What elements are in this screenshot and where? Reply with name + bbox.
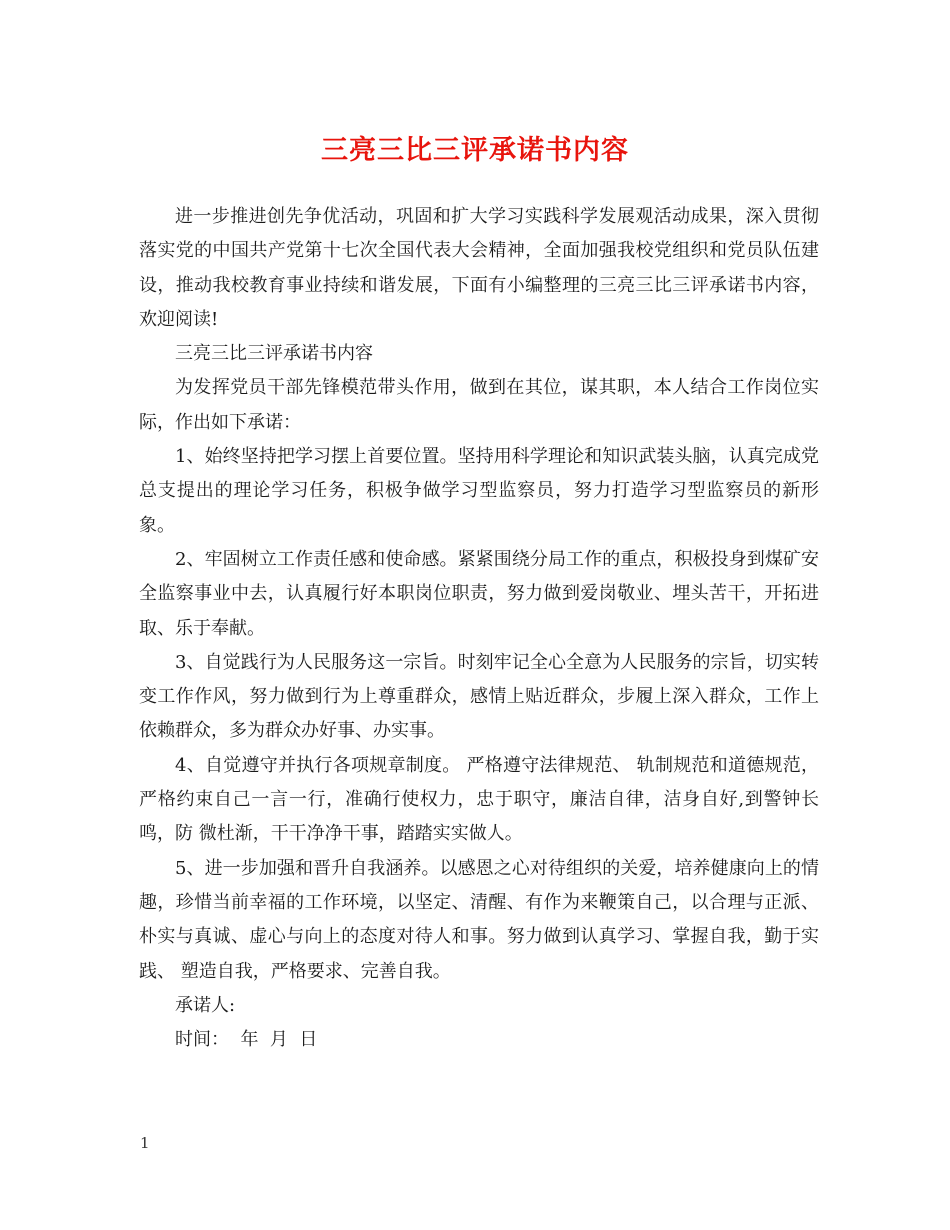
section-heading: 三亮三比三评承诺书内容 (175, 343, 373, 365)
preamble-paragraph: 为发挥党员干部先锋模范带头作用，做到在其位，谋其职，本人结合工作岗位实际，作出如下承诺： (139, 377, 819, 433)
commitment-item-5: 5、进一步加强和晋升自我涵养。以感恩之心对待组织的关爱，培养健康向上的情趣，珍惜当前幸福的工作环境，以坚定、清醒、有作为来鞭策自己，以合理与正派、朴实与真诚、虚心与向上的态度对待人和事。努力做到认真学习、掌握自我，勤于实践、 塑造自我，严格要求、完善自我。 (139, 857, 819, 982)
signatory-line: 承诺人: (175, 994, 236, 1016)
document-body (139, 200, 819, 1057)
intro-paragraph: 进一步推进创先争优活动，巩固和扩大学习实践科学发展观活动成果，深入贯彻落实党的中国共产党第十七次全国代表大会精神，全面加强我校党组织和党员队伍建设，推动我校教育事业持续和谐发展，下面有小编整理的三亮三比三评承诺书内容，欢迎阅读! (139, 206, 819, 330)
commitment-item-1: 1、始终坚持把学习摆上首要位置。坚持用科学理论和知识武装头脑，认真完成党总支提出的理论学习任务，积极争做学习型监察员，努力打造学习型监察员的新形象。 (139, 446, 819, 536)
date-line: 时间： 年 月 日 (175, 1029, 318, 1051)
commitment-item-2: 2、牢固树立工作责任感和使命感。紧紧围绕分局工作的重点，积极投身到煤矿安全监察事业中去，认真履行好本职岗位职责，努力做到爱岗敬业、埋头苦干，开拓进取、乐于奉献。 (139, 548, 819, 639)
page-number: 1 (140, 1134, 150, 1152)
commitment-item-4: 4、自觉遵守并执行各项规章制度。 严格遵守法律规范、 轨制规范和道德规范，严格约束自己一言一行，准确行使权力，忠于职守，廉洁自律，洁身自好,到警钟长鸣，防 微杜渐，干干净净干事，踏踏实实做人。 (139, 754, 819, 845)
commitment-item-3: 3、自觉践行为人民服务这一宗旨。时刻牢记全心全意为人民服务的宗旨，切实转变工作作风，努力做到行为上尊重群众，感情上贴近群众，步履上深入群众，工作上依赖群众，多为群众办好事、办实事。 (139, 651, 819, 742)
document-title: 三亮三比三评承诺书内容 (321, 135, 629, 166)
